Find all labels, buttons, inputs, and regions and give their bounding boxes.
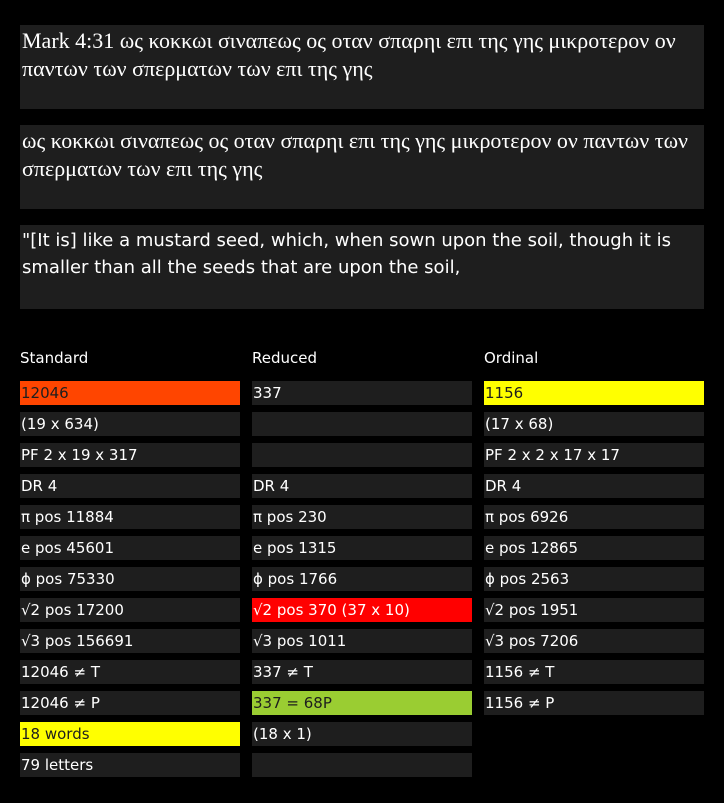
ordinal-e-pos: e pos 12865 xyxy=(484,536,704,560)
reduced-sqrt3-pos: √3 pos 1011 xyxy=(252,629,472,653)
reduced-factor xyxy=(252,412,472,436)
ordinal-phi-pos: ϕ pos 2563 xyxy=(484,567,704,591)
standard-header: Standard xyxy=(20,349,89,367)
standard-sqrt3-pos: √3 pos 156691 xyxy=(20,629,240,653)
standard-e-pos: e pos 45601 xyxy=(20,536,240,560)
greek-verse-with-ref: Mark 4:31 ως κοκκωι σιναπεως ος οταν σπαρηι επι της γης μικροτερον ον παντων των σπερματων των επι της γης xyxy=(22,28,676,81)
standard-pi-pos: π pos 11884 xyxy=(20,505,240,529)
ordinal-prime: 1156 ≠ P xyxy=(484,691,704,715)
reduced-pi-pos: π pos 230 xyxy=(252,505,472,529)
standard-word-count: 18 words xyxy=(20,722,240,746)
ordinal-sqrt2-pos: √2 pos 1951 xyxy=(484,598,704,622)
greek-text xyxy=(20,125,704,209)
standard-phi-pos: ϕ pos 75330 xyxy=(20,567,240,591)
reduced-prime: 337 = 68P xyxy=(252,691,472,715)
ordinal-digital-root: DR 4 xyxy=(484,474,704,498)
reduced-sqrt2-pos: √2 pos 370 (37 x 10) xyxy=(252,598,472,622)
ordinal-factor: (17 x 68) xyxy=(484,412,704,436)
standard-column xyxy=(20,346,240,784)
greek-verse: ως κοκκωι σιναπεως ος οταν σπαρηι επι της γης μικροτερον ον παντων των σπερματων των επι της γης xyxy=(22,128,688,181)
standard-prime-factors: PF 2 x 19 x 317 xyxy=(20,443,240,467)
reduced-prime-factors xyxy=(252,443,472,467)
standard-letter-count: 79 letters xyxy=(20,753,240,777)
standard-factor: (19 x 634) xyxy=(20,412,240,436)
english-verse: "[It is] like a mustard seed, which, when sown upon the soil, though it is smaller than all the seeds that are upon the soil, xyxy=(22,230,672,278)
ordinal-header: Ordinal xyxy=(484,349,539,367)
reduced-digital-root: DR 4 xyxy=(252,474,472,498)
standard-sqrt2-pos: √2 pos 17200 xyxy=(20,598,240,622)
reduced-triangular: 337 ≠ T xyxy=(252,660,472,684)
greek-text-with-reference xyxy=(20,25,704,109)
standard-prime: 12046 ≠ P xyxy=(20,691,240,715)
reduced-value: 337 xyxy=(252,381,472,405)
reduced-empty xyxy=(252,753,472,777)
ordinal-triangular: 1156 ≠ T xyxy=(484,660,704,684)
reduced-column xyxy=(252,346,472,784)
english-translation xyxy=(20,225,704,309)
standard-value: 12046 xyxy=(20,381,240,405)
ordinal-column xyxy=(484,346,704,722)
reduced-header: Reduced xyxy=(252,349,318,367)
standard-digital-root: DR 4 xyxy=(20,474,240,498)
reduced-word-factor: (18 x 1) xyxy=(252,722,472,746)
ordinal-pi-pos: π pos 6926 xyxy=(484,505,704,529)
ordinal-prime-factors: PF 2 x 2 x 17 x 17 xyxy=(484,443,704,467)
reduced-e-pos: e pos 1315 xyxy=(252,536,472,560)
ordinal-value: 1156 xyxy=(484,381,704,405)
standard-triangular: 12046 ≠ T xyxy=(20,660,240,684)
ordinal-sqrt3-pos: √3 pos 7206 xyxy=(484,629,704,653)
reduced-phi-pos: ϕ pos 1766 xyxy=(252,567,472,591)
